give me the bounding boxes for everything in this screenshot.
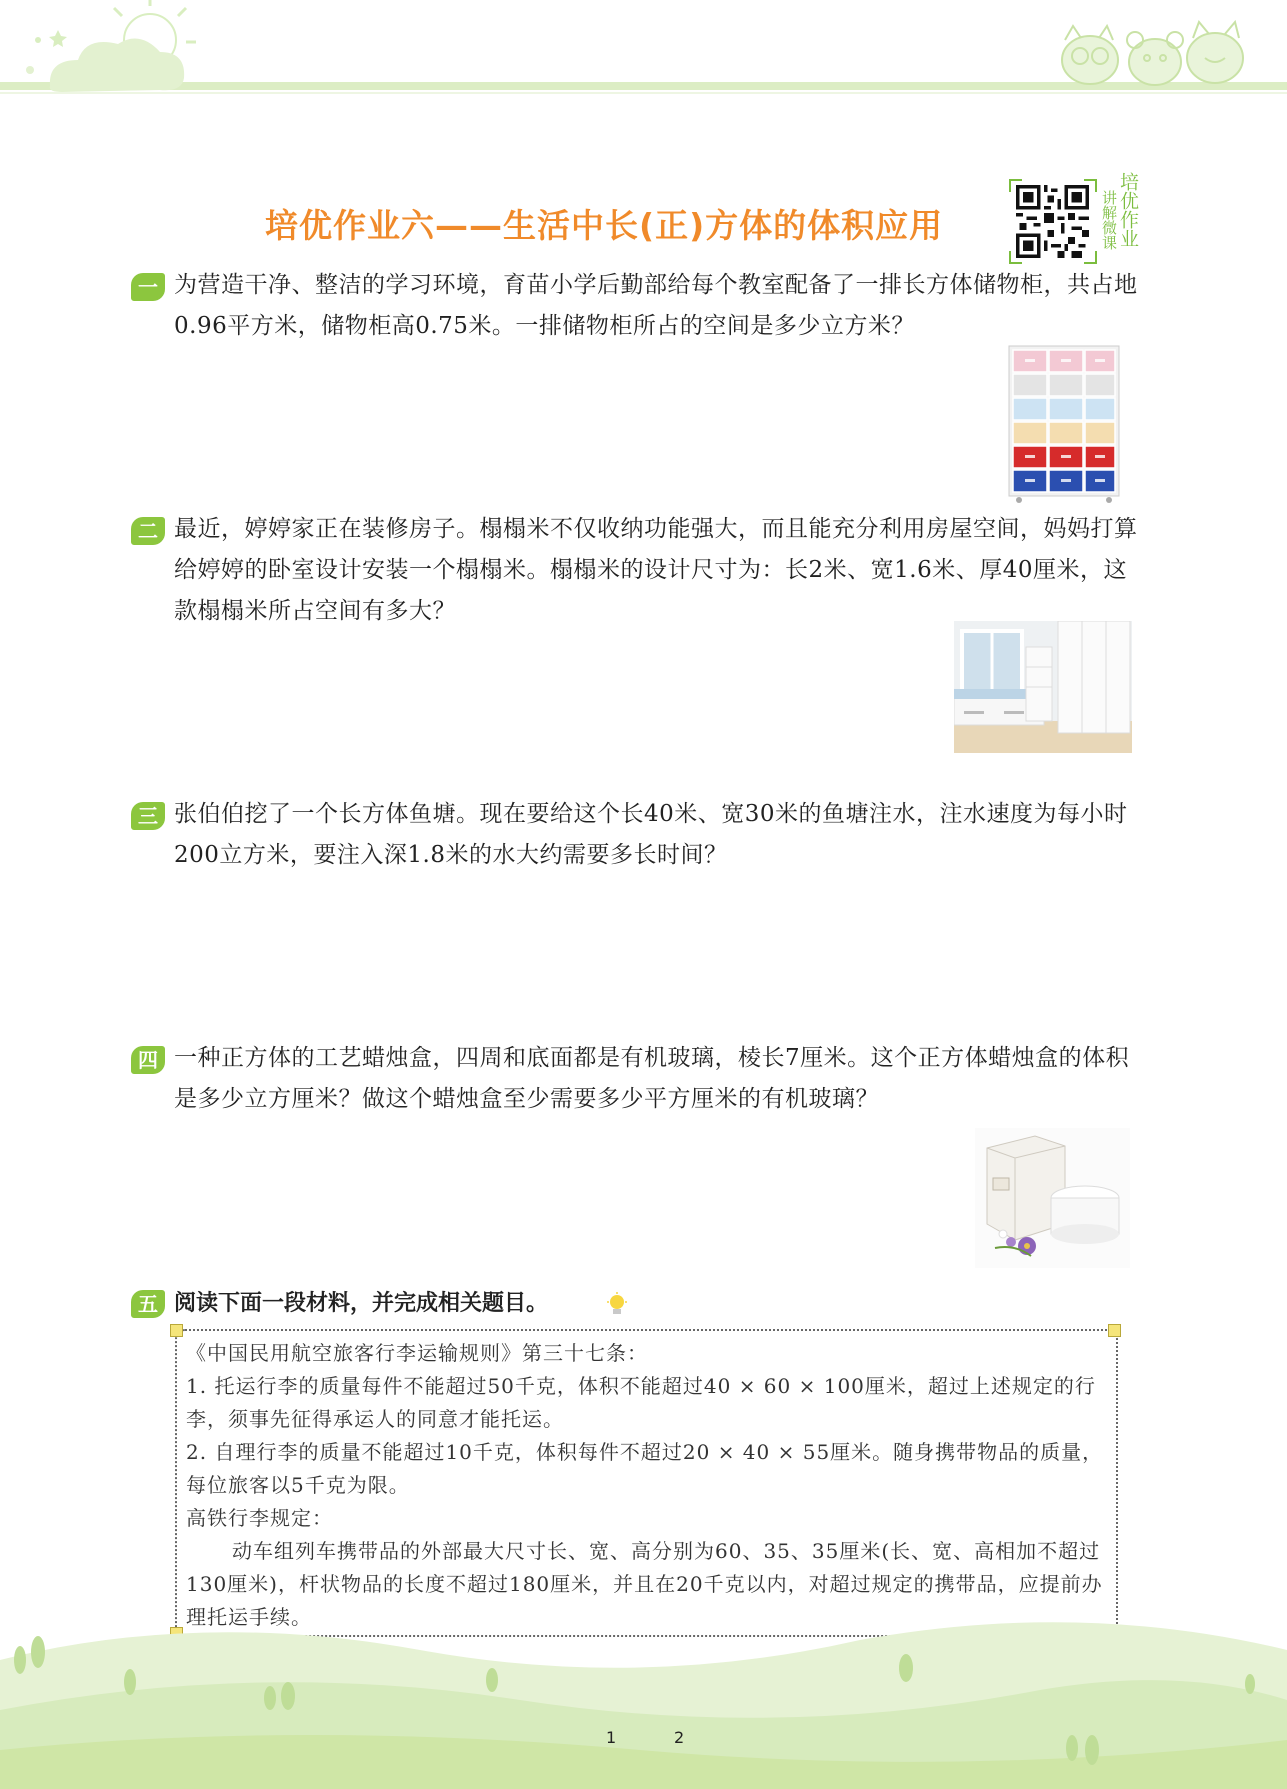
question-5-heading: 阅读下面一段材料，并完成相关题目。: [174, 1291, 549, 1316]
storage-cabinet-image: [1005, 344, 1123, 504]
qr-code-icon[interactable]: [1016, 185, 1089, 258]
material-rail-text: 动车组列车携带品的外部最大尺寸长、宽、高分别为60、35、35厘米(长、宽、高相加不超过130厘米)，杆状物品的长度不超过180厘米，并且在20千克以内，对超过规定的携带品，应提前办理托运手续。: [186, 1539, 1103, 1629]
page-number-right: 2: [674, 1728, 685, 1747]
box-corner: [1108, 1324, 1121, 1337]
question-3-text: 张伯伯挖了一个长方体鱼塘。现在要给这个长40米、宽30米的鱼塘注水，注水速度为每小时200立方米，要注入深1.8米的水大约需要多长时间？: [174, 801, 1128, 868]
footer-hills-decoration: [0, 1600, 1287, 1789]
question-1-text: 为营造干净、整洁的学习环境，育苗小学后勤部给每个教室配备了一排长方体储物柜，共占地0.96平方米，储物柜高0.75米。一排储物柜所占的空间是多少立方米？: [174, 272, 1138, 339]
qr-label-micro-lesson: 讲解微课: [1100, 190, 1118, 250]
material-content: [186, 1337, 1106, 1634]
page-title: 培优作业六——生活中长(正)方体的体积应用: [265, 206, 944, 245]
page-number-left: 1: [606, 1728, 617, 1747]
animal-faces-decoration: [1055, 18, 1255, 88]
qr-label-homework: 培优作业: [1117, 172, 1139, 248]
material-rule-2: 2. 自理行李的质量不能超过10千克，体积每件不超过20 × 40 × 55厘米。随身携带物品的质量，每位旅客以5千克为限。: [186, 1440, 1104, 1497]
candle-box-image: [975, 1128, 1130, 1268]
material-rule-1: 1. 托运行李的质量每件不能超过50千克，体积不能超过40 × 60 × 100厘米，超过上述规定的行李，须事先征得承运人的同意才能托运。: [186, 1374, 1096, 1431]
question-2-text: 最近，婷婷家正在装修房子。榻榻米不仅收纳功能强大，而且能充分利用房屋空间，妈妈打算给婷婷的卧室设计安装一个榻榻米。榻榻米的设计尺寸为：长2米、宽1.6米、厚40厘米，这款榻榻米所占空间有多大？: [174, 516, 1138, 624]
material-heading: 《中国民用航空旅客行李运输规则》第三十七条：: [186, 1341, 648, 1365]
question-badge-2: 二: [131, 517, 165, 545]
tatami-bedroom-image: [954, 621, 1132, 753]
box-corner: [170, 1324, 183, 1337]
sun-cloud-decoration: [0, 0, 200, 100]
question-badge-1: 一: [131, 273, 165, 301]
question-badge-5: 五: [131, 1290, 165, 1318]
question-badge-3: 三: [131, 802, 165, 830]
lightbulb-icon: [606, 1292, 628, 1318]
question-4-text: 一种正方体的工艺蜡烛盒，四周和底面都是有机玻璃，棱长7厘米。这个正方体蜡烛盒的体积是多少立方厘米？做这个蜡烛盒至少需要多少平方厘米的有机玻璃？: [174, 1045, 1130, 1112]
question-badge-4: 四: [131, 1046, 165, 1074]
material-rail-heading: 高铁行李规定：: [186, 1506, 333, 1530]
